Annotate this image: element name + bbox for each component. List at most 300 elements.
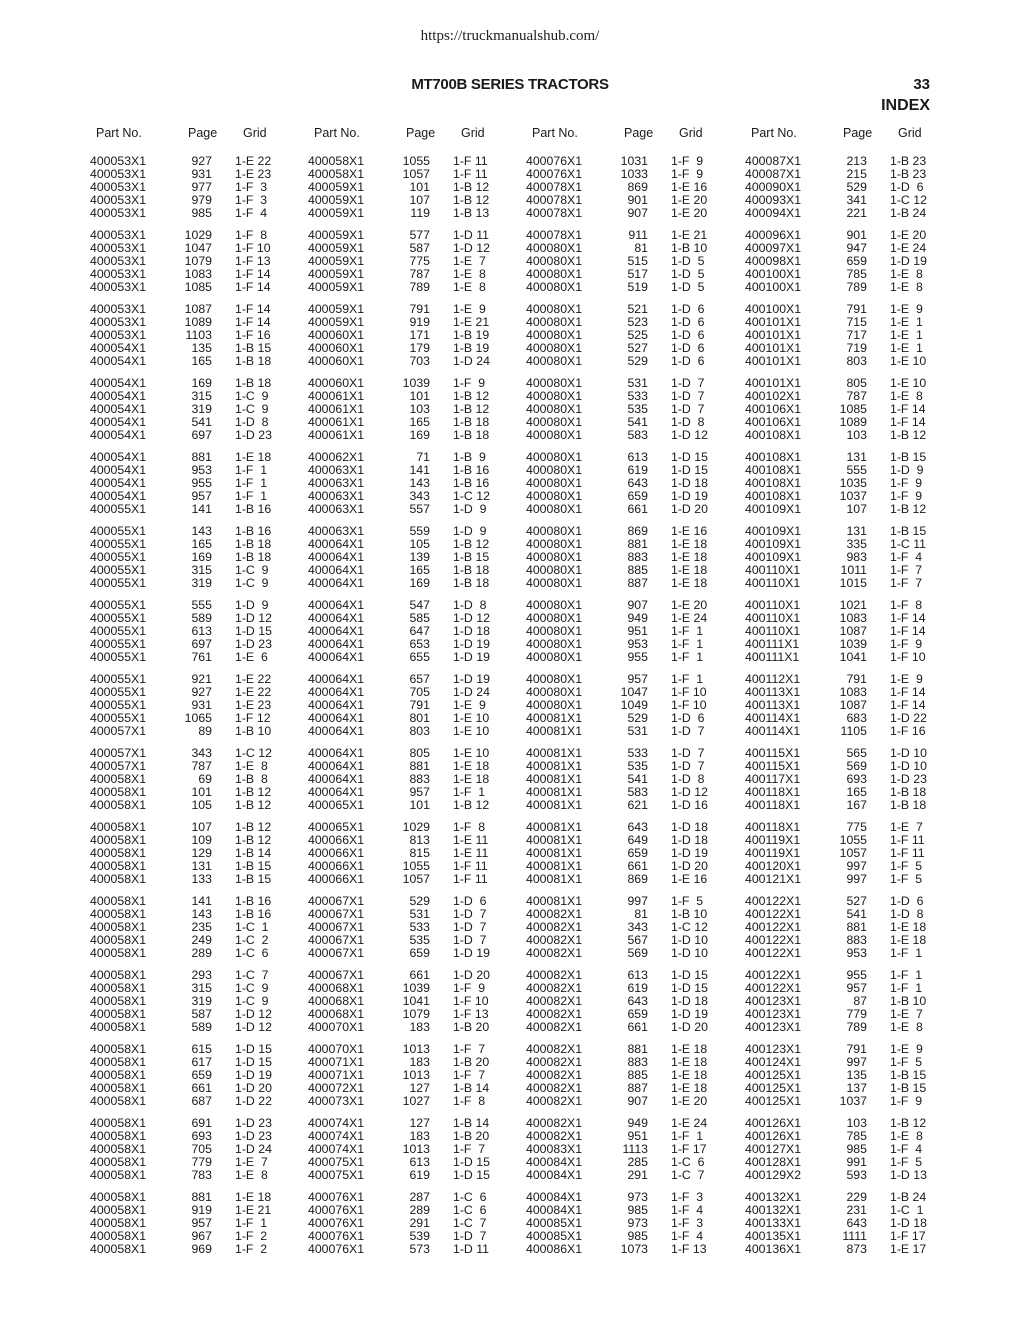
page-number-cell: 577: [409, 228, 430, 242]
grid-ref: 1-E 7: [890, 820, 923, 834]
part-number: 400058X1: [90, 1242, 147, 1256]
grid-ref: 1-F 14: [890, 698, 926, 712]
page-number-cell: 1083: [839, 685, 867, 699]
part-number: 400053X1: [90, 193, 147, 207]
grid-ref: 1-D 6: [671, 315, 705, 329]
page-number-cell: 289: [409, 1203, 430, 1217]
grid-ref: 1-D 7: [453, 920, 487, 934]
grid-ref: 1-F 1: [235, 463, 268, 477]
page-number-cell: 289: [191, 946, 212, 960]
part-number: 400063X1: [308, 489, 365, 503]
page-number-cell: 103: [409, 402, 430, 416]
entry-group: [90, 451, 310, 516]
page-number-cell: 661: [627, 1020, 648, 1034]
page-number-cell: 527: [627, 341, 648, 355]
page-number-cell: 517: [627, 267, 648, 281]
part-number: 400064X1: [308, 650, 365, 664]
page-number-cell: 139: [409, 550, 430, 564]
grid-ref: 1-F 4: [235, 206, 268, 220]
part-number: 400086X1: [526, 1242, 583, 1256]
grid-ref: 1-D 8: [235, 415, 269, 429]
page-number-cell: 687: [191, 1094, 212, 1108]
grid-ref: 1-D 12: [235, 1007, 272, 1021]
page-number-cell: 165: [409, 415, 430, 429]
index-entry: [90, 1095, 310, 1108]
index-entry: [526, 503, 746, 516]
page-number-cell: 791: [409, 698, 430, 712]
grid-ref: 1-F 1: [671, 1129, 704, 1143]
grid-ref: 1-D 13: [890, 1168, 927, 1182]
entry-group: [745, 155, 965, 220]
entry-group: [526, 525, 746, 590]
entry-group: [526, 229, 746, 294]
page-number-cell: 617: [191, 1055, 212, 1069]
page-number-cell: 1029: [184, 228, 212, 242]
part-number: 400060X1: [308, 328, 365, 342]
part-number: 400063X1: [308, 524, 365, 538]
page-number-cell: 973: [627, 1216, 648, 1230]
page-number-cell: 803: [846, 354, 867, 368]
part-number: 400080X1: [526, 672, 583, 686]
page-number-cell: 1011: [840, 563, 867, 577]
page-number-cell: 957: [191, 1216, 212, 1230]
entry-group: [526, 377, 746, 442]
page-number-cell: 569: [846, 759, 867, 773]
part-number: 400055X1: [90, 611, 147, 625]
page-number-cell: 541: [191, 415, 212, 429]
page-number-cell: 883: [627, 1055, 648, 1069]
grid-ref: 1-F 8: [890, 598, 923, 612]
entry-group: [90, 599, 310, 664]
entry-group: [526, 895, 746, 960]
page-number-cell: 1073: [620, 1242, 648, 1256]
part-number: 400087X1: [745, 167, 802, 181]
grid-ref: 1-F 9: [453, 981, 486, 995]
page-number-cell: 967: [191, 1229, 212, 1243]
part-number: 400066X1: [308, 846, 365, 860]
index-entry: [526, 577, 746, 590]
page-number-cell: 533: [409, 920, 430, 934]
grid-ref: 1-E 16: [671, 872, 708, 886]
part-number: 400055X1: [90, 537, 147, 551]
page-number-cell: 1039: [839, 637, 867, 651]
part-number: 400082X1: [526, 968, 583, 982]
page-number-cell: 911: [628, 228, 648, 242]
page-number-cell: 791: [846, 1042, 867, 1056]
part-number: 400064X1: [308, 746, 365, 760]
page-number-cell: 135: [191, 341, 212, 355]
page-number-cell: 529: [627, 354, 648, 368]
grid-ref: 1-C 6: [671, 1155, 705, 1169]
part-number: 400108X1: [745, 450, 802, 464]
page-number-cell: 1057: [402, 872, 430, 886]
page-number-cell: 541: [627, 772, 648, 786]
part-number: 400111X1: [745, 637, 800, 651]
page-number-cell: 1033: [620, 167, 648, 181]
part-number: 400081X1: [526, 798, 583, 812]
grid-ref: 1-F 1: [235, 489, 268, 503]
entry-group: [90, 673, 310, 738]
part-number: 400059X1: [308, 228, 365, 242]
page-number-cell: 655: [409, 650, 430, 664]
grid-ref: 1-D 6: [671, 302, 705, 316]
part-number: 400076X1: [526, 167, 583, 181]
part-number: 400117X1: [745, 772, 801, 786]
page-number-cell: 1103: [185, 328, 212, 342]
grid-ref: 1-F 1: [235, 1216, 268, 1230]
grid-ref: 1-D 18: [671, 820, 708, 834]
page-number-cell: 985: [846, 1142, 867, 1156]
page-number-cell: 165: [846, 785, 867, 799]
page-number-cell: 621: [627, 798, 648, 812]
entry-group: [308, 1043, 528, 1108]
grid-ref: 1-D 15: [671, 450, 708, 464]
part-number: 400059X1: [308, 315, 365, 329]
part-number: 400080X1: [526, 476, 583, 490]
part-number: 400081X1: [526, 759, 583, 773]
part-number: 400054X1: [90, 476, 147, 490]
index-entry: [745, 1021, 965, 1034]
part-number: 400068X1: [308, 1007, 365, 1021]
entry-group: [90, 747, 310, 812]
page-number-cell: 343: [191, 746, 212, 760]
page-number-cell: 659: [627, 1007, 648, 1021]
grid-ref: 1-D 7: [453, 907, 487, 921]
page-number-cell: 1031: [620, 154, 648, 168]
grid-ref: 1-B 12: [453, 389, 490, 403]
part-number: 400054X1: [90, 489, 147, 503]
grid-ref: 1-B 16: [235, 894, 272, 908]
part-number: 400082X1: [526, 907, 583, 921]
part-number: 400081X1: [526, 785, 583, 799]
part-number: 400082X1: [526, 920, 583, 934]
grid-ref: 1-E 1: [890, 341, 923, 355]
page-number-cell: 213: [846, 154, 867, 168]
page-number-cell: 523: [627, 315, 648, 329]
page-number-cell: 881: [846, 920, 867, 934]
grid-ref: 1-B 16: [453, 476, 490, 490]
page-number-cell: 887: [627, 576, 648, 590]
page-number-cell: 535: [627, 402, 648, 416]
page-number-cell: 907: [627, 1094, 648, 1108]
grid-ref: 1-E 23: [235, 698, 272, 712]
entry-group: [745, 747, 965, 812]
page-number-cell: 89: [198, 724, 212, 738]
part-number: 400061X1: [308, 428, 365, 442]
entry-group: [526, 155, 746, 220]
grid-ref: 1-B 12: [453, 402, 490, 416]
page-number-cell: 1037: [839, 489, 867, 503]
part-number: 400074X1: [308, 1129, 365, 1143]
part-number: 400053X1: [90, 206, 147, 220]
page-number-cell: 107: [191, 820, 212, 834]
entry-group: [90, 377, 310, 442]
part-number: 400074X1: [308, 1116, 365, 1130]
grid-ref: 1-E 8: [235, 1168, 268, 1182]
index-entry: [308, 207, 528, 220]
part-number: 400110X1: [745, 611, 801, 625]
page-number-cell: 787: [191, 759, 212, 773]
index-entry: [745, 355, 965, 368]
grid-ref: 1-D 6: [890, 894, 924, 908]
part-number: 400080X1: [526, 563, 583, 577]
page-number-cell: 291: [627, 1168, 648, 1182]
page-number-cell: 643: [627, 476, 648, 490]
part-number: 400067X1: [308, 968, 365, 982]
page-number-cell: 719: [846, 341, 867, 355]
grid-ref: 1-D 7: [671, 389, 705, 403]
grid-ref: 1-D 6: [671, 328, 705, 342]
index-entry: [526, 947, 746, 960]
grid-ref: 1-F 9: [890, 637, 923, 651]
page-number-cell: 717: [846, 328, 867, 342]
grid-ref: 1-B 15: [235, 872, 272, 886]
page-number-cell: 183: [409, 1055, 430, 1069]
page-number-cell: 131: [191, 859, 212, 873]
part-number: 400080X1: [526, 611, 583, 625]
entry-group: [745, 229, 965, 294]
index-entry: [308, 1169, 528, 1182]
part-number: 400082X1: [526, 1007, 583, 1021]
index-entry: [308, 725, 528, 738]
grid-ref: 1-E 18: [671, 1042, 708, 1056]
grid-ref: 1-F 5: [890, 1155, 923, 1169]
grid-ref: 1-C 7: [671, 1168, 705, 1182]
page-number-cell: 703: [409, 354, 430, 368]
part-number: 400082X1: [526, 1042, 583, 1056]
page-number-cell: 775: [409, 254, 430, 268]
grid-ref: 1-B 14: [453, 1081, 490, 1095]
grid-ref: 1-D 12: [453, 611, 490, 625]
part-number: 400080X1: [526, 341, 583, 355]
grid-ref: 1-F 11: [453, 167, 488, 181]
grid-ref: 1-F 14: [235, 267, 271, 281]
grid-ref: 1-D 23: [890, 772, 927, 786]
part-number: 400114X1: [745, 724, 801, 738]
grid-ref: 1-F 16: [890, 724, 926, 738]
page-number-cell: 585: [409, 611, 430, 625]
grid-ref: 1-F 10: [671, 698, 707, 712]
entry-group: [90, 1043, 310, 1108]
grid-ref: 1-F 1: [890, 946, 923, 960]
grid-ref: 1-F 14: [235, 315, 271, 329]
index-entry: [526, 355, 746, 368]
part-number: 400055X1: [90, 637, 147, 651]
grid-ref: 1-B 15: [890, 450, 927, 464]
part-number: 400068X1: [308, 994, 365, 1008]
grid-ref: 1-B 18: [235, 537, 272, 551]
grid-ref: 1-E 8: [890, 389, 923, 403]
part-number: 400082X1: [526, 1055, 583, 1069]
grid-ref: 1-E 1: [890, 315, 923, 329]
page-number-cell: 127: [409, 1081, 430, 1095]
part-number: 400058X1: [90, 1142, 147, 1156]
entry-group: [745, 525, 965, 590]
entry-group: [526, 303, 746, 368]
page-number-cell: 531: [409, 907, 430, 921]
page-number-cell: 1013: [402, 1142, 430, 1156]
entry-group: [745, 303, 965, 368]
part-number: 400119X1: [745, 846, 801, 860]
part-number: 400070X1: [308, 1020, 365, 1034]
part-number: 400053X1: [90, 302, 147, 316]
part-number: 400081X1: [526, 872, 583, 886]
grid-ref: 1-D 7: [671, 376, 705, 390]
grid-ref: 1-D 8: [890, 907, 924, 921]
column-header: [526, 126, 746, 146]
grid-ref: 1-F 11: [453, 872, 488, 886]
page-number-cell: 881: [627, 537, 648, 551]
grid-ref: 1-F 5: [890, 859, 923, 873]
part-number: 400058X1: [90, 772, 147, 786]
grid-ref: 1-D 15: [671, 968, 708, 982]
page-number-cell: 1021: [839, 598, 867, 612]
part-number: 400064X1: [308, 772, 365, 786]
page-number-cell: 885: [627, 1068, 648, 1082]
grid-ref: 1-D 24: [453, 685, 490, 699]
grid-ref: 1-B 18: [453, 563, 490, 577]
part-number: 400058X1: [90, 1068, 147, 1082]
grid-ref: 1-C 6: [453, 1203, 487, 1217]
grid-ref: 1-F 3: [235, 180, 268, 194]
page-number-cell: 659: [627, 489, 648, 503]
index-entry: [90, 207, 310, 220]
page-number-cell: 535: [409, 933, 430, 947]
grid-ref: 1-B 20: [453, 1129, 490, 1143]
part-number: 400055X1: [90, 598, 147, 612]
grid-ref: 1-D 9: [235, 598, 269, 612]
index-entry: [526, 1169, 746, 1182]
part-number: 400082X1: [526, 981, 583, 995]
part-number: 400108X1: [745, 476, 802, 490]
part-number: 400098X1: [745, 254, 802, 268]
entry-group: [745, 673, 965, 738]
part-number: 400058X1: [90, 859, 147, 873]
part-number: 400087X1: [745, 154, 802, 168]
page-number-cell: 531: [627, 724, 648, 738]
page-number: 33: [913, 76, 930, 93]
page-number-cell: 883: [627, 550, 648, 564]
page-number-cell: 791: [846, 302, 867, 316]
grid-ref: 1-C 9: [235, 563, 269, 577]
page-number-cell: 315: [191, 389, 212, 403]
grid-ref: 1-E 18: [671, 550, 708, 564]
grid-ref: 1-F 5: [671, 894, 704, 908]
grid-ref: 1-D 22: [890, 711, 927, 725]
page-number-cell: 143: [409, 476, 430, 490]
page-number-cell: 715: [846, 315, 867, 329]
part-number: 400057X1: [90, 724, 147, 738]
page-number-cell: 1113: [622, 1142, 648, 1156]
page-number-cell: 1057: [839, 846, 867, 860]
page-number-cell: 787: [846, 389, 867, 403]
page-number-cell: 647: [409, 624, 430, 638]
part-number: 400054X1: [90, 415, 147, 429]
part-number: 400129X2: [745, 1168, 802, 1182]
grid-ref: 1-C 9: [235, 981, 269, 995]
part-number: 400080X1: [526, 354, 583, 368]
page-number-cell: 869: [627, 872, 648, 886]
index-entry: [90, 281, 310, 294]
grid-ref: 1-E 11: [453, 833, 489, 847]
page-number-cell: 949: [627, 611, 648, 625]
page-number-cell: 143: [191, 524, 212, 538]
grid-ref: 1-F 10: [235, 241, 271, 255]
part-number: 400064X1: [308, 637, 365, 651]
part-number: 400068X1: [308, 981, 365, 995]
header-part-no: Part No.: [314, 126, 360, 140]
part-number: 400108X1: [745, 489, 802, 503]
grid-ref: 1-C 1: [235, 920, 269, 934]
page-number-cell: 183: [409, 1020, 430, 1034]
part-number: 400081X1: [526, 746, 583, 760]
grid-ref: 1-B 18: [890, 785, 927, 799]
page-number-cell: 559: [409, 524, 430, 538]
source-url[interactable]: https://truckmanualshub.com/: [420, 28, 600, 44]
page-number-cell: 785: [846, 1129, 867, 1143]
part-number: 400062X1: [308, 450, 365, 464]
index-entry: [90, 947, 310, 960]
grid-ref: 1-F 17: [890, 1229, 926, 1243]
part-number: 400053X1: [90, 228, 147, 242]
part-number: 400136X1: [745, 1242, 802, 1256]
grid-ref: 1-E 9: [890, 302, 923, 316]
grid-ref: 1-F 3: [671, 1190, 704, 1204]
grid-ref: 1-F 14: [890, 685, 926, 699]
part-number: 400073X1: [308, 1094, 365, 1108]
grid-ref: 1-F 17: [671, 1142, 707, 1156]
part-number: 400058X1: [90, 1155, 147, 1169]
part-number: 400110X1: [745, 563, 801, 577]
page-number-cell: 569: [627, 946, 648, 960]
page-number-cell: 587: [409, 241, 430, 255]
grid-ref: 1-F 3: [235, 193, 268, 207]
page-number-cell: 1037: [839, 1094, 867, 1108]
grid-ref: 1-B 15: [235, 859, 272, 873]
grid-ref: 1-D 18: [671, 476, 708, 490]
page-number-cell: 869: [627, 524, 648, 538]
grid-ref: 1-F 9: [890, 476, 923, 490]
page-number-cell: 131: [846, 450, 867, 464]
grid-ref: 1-F 9: [671, 167, 704, 181]
part-number: 400072X1: [308, 1081, 365, 1095]
page-number-cell: 1013: [402, 1042, 430, 1056]
page-number-cell: 1079: [184, 254, 212, 268]
grid-ref: 1-F 14: [235, 302, 271, 316]
entry-group: [745, 377, 965, 442]
header-grid: Grid: [243, 126, 267, 140]
grid-ref: 1-C 9: [235, 994, 269, 1008]
grid-ref: 1-D 23: [235, 1129, 272, 1143]
page-number-cell: 643: [627, 820, 648, 834]
index-column: [308, 126, 528, 1256]
page-number-cell: 69: [198, 772, 212, 786]
index-entry: [526, 1243, 746, 1256]
page-number-cell: 907: [627, 598, 648, 612]
grid-ref: 1-D 5: [671, 254, 705, 268]
grid-ref: 1-E 1: [890, 328, 923, 342]
page-number-cell: 319: [191, 576, 212, 590]
part-number: 400060X1: [308, 376, 365, 390]
part-number: 400058X1: [308, 154, 365, 168]
part-number: 400082X1: [526, 1081, 583, 1095]
header-part-no: Part No.: [532, 126, 578, 140]
part-number: 400055X1: [90, 672, 147, 686]
part-number: 400085X1: [526, 1216, 583, 1230]
page-number-cell: 953: [846, 946, 867, 960]
grid-ref: 1-E 18: [671, 563, 708, 577]
page-number-cell: 515: [627, 254, 648, 268]
